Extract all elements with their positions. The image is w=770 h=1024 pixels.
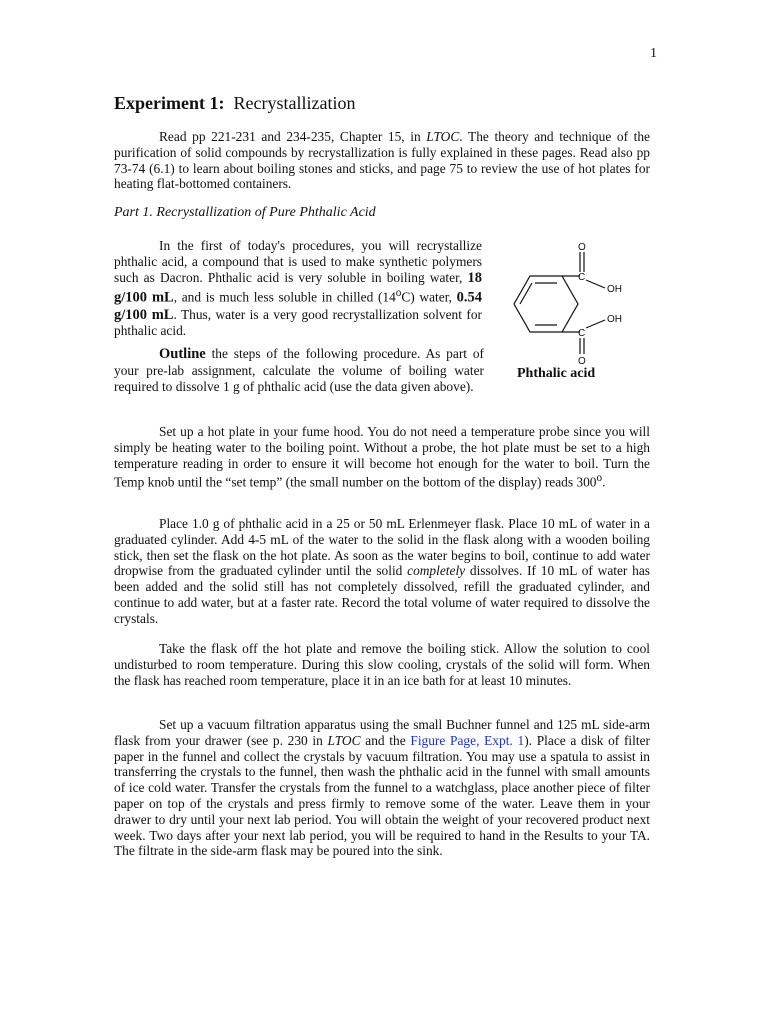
p1-text-1: In the first of today's procedures, you will recrystallize phthalic acid, a compound that is used to make synthetic polymers such as Dacron. Phthalic acid is very soluble in boiling water, bbox=[114, 238, 482, 285]
label-c-bottom: C bbox=[578, 328, 586, 339]
p4-text-1: Place 1.0 g of phthalic acid in a 25 or 50 mL Erlenmeyer flask. Place 10 mL of water in a graduated cylinder. Add 4-5 mL of the water to the solid in the flask along with a wooden boiling stick, then set the flask on the hot plate. As soon as the water begins to boil, continue to add water dropwise from the graduated cylinder until the solid bbox=[114, 516, 650, 579]
molecule-caption: Phthalic acid bbox=[517, 366, 596, 381]
intro-paragraph bbox=[114, 129, 650, 192]
part1-heading: Part 1. Recrystallization of Pure Phthalic Acid bbox=[114, 205, 376, 220]
solubility-paragraph bbox=[114, 238, 482, 339]
benzene-ring bbox=[514, 276, 578, 332]
inner-bond-left bbox=[520, 283, 532, 304]
p1-text-4: . Thus, water is a very good recrystallization solvent for phthalic acid. bbox=[114, 306, 482, 339]
p4-emphasis: completely bbox=[407, 563, 466, 579]
label-oh-bottom: OH bbox=[607, 314, 622, 325]
p2-text: the steps of the following procedure. As part of your pre-lab assignment, calculate the volume of boiling water required to dissolve 1 g of phthalic acid (use the data given above). bbox=[114, 346, 484, 394]
p1-text-3: C) water, bbox=[401, 289, 457, 305]
figure-page-link[interactable]: Figure Page, Expt. 1 bbox=[410, 732, 525, 748]
solubility-cold-value: 0.54 g/100 mL bbox=[114, 289, 482, 323]
cooling-paragraph: Take the flask off the hot plate and remove the boiling stick. Allow the solution to cool undisturbed to room temperature. During this slow cooling, crystals of the solid will form. When the flask has reached room temperature, place it in an ice bath for at least 10 minutes. bbox=[114, 641, 650, 688]
p6-text-3: ). Place a disk of filter paper in the funnel and collect the crystals by vacuum filtration. You may use a spatula to assist in transferring the crystals to the funnel, then wash the phthalic acid in the funnel with small amounts of ice cold water. Transfer the crystals from the funnel to a watchglass, place another piece of filter paper on top of the crystals and press firmly to remove some of the water. Leave them in your drawer to dry until your next lab period. You will obtain the weight of your recovered product next week. Two days after your next lab period, you will be required to hand in the Results to your TA. The filtrate in the side-arm flask may be poured into the sink. bbox=[114, 732, 650, 859]
outline-paragraph bbox=[114, 346, 484, 394]
bond-c-oh-bottom bbox=[586, 320, 605, 328]
label-c-top: C bbox=[578, 272, 586, 283]
intro-text-2: . The theory and technique of the purification of solid compounds by recrystallization is fully explained in these pages. Read also pp 73-74 (6.1) to learn about boiling stones and sticks, and page 75 to review the use of hot plates for heating flat-bottomed containers. bbox=[114, 129, 651, 192]
intro-text-1: Read pp 221-231 and 234-235, Chapter 15, in bbox=[159, 129, 427, 144]
p6-text-1: Set up a vacuum filtration apparatus using the small Buchner funnel and 125 mL side-arm flask from your drawer (see p. 230 in bbox=[114, 717, 650, 748]
hotplate-paragraph bbox=[114, 424, 650, 491]
label-o-bottom: O bbox=[578, 356, 586, 367]
solubility-hot-value: 18 g/100 mL bbox=[114, 269, 482, 306]
degree-mark-2: o bbox=[596, 472, 603, 485]
degree-mark: o bbox=[395, 287, 402, 300]
title-bold: Experiment 1: bbox=[114, 93, 225, 113]
page-title bbox=[114, 93, 355, 114]
intro-book-title: LTOC bbox=[426, 129, 460, 144]
label-o-top: O bbox=[578, 242, 586, 253]
page-number: 1 bbox=[650, 46, 657, 61]
filtration-paragraph bbox=[114, 717, 650, 859]
p3-text-1: Set up a hot plate in your fume hood. You do not need a temperature probe since you will simply be heating water to the boiling point. Without a probe, the hot plate must be set to a high temperature reading in order to ensure it will become hot enough for the water to boil. Turn the Temp knob until the “set temp” (the small number on the bottom of the display) reads 300 bbox=[114, 424, 650, 490]
outline-word: Outline bbox=[159, 346, 206, 362]
title-rest: Recrystallization bbox=[233, 93, 356, 113]
p4-text-2: dissolves. If 10 mL of water has been added and the solid still has not completely dissolved, refill the graduated cylinder, and continue to add water, but at a faster rate. Record the total volume of water required to dissolve the crystals. bbox=[114, 563, 650, 626]
p6-text-2: and the bbox=[360, 732, 411, 748]
dissolve-paragraph bbox=[114, 516, 650, 627]
label-oh-top: OH bbox=[607, 284, 622, 295]
p6-book-title: LTOC bbox=[327, 732, 361, 748]
p1-text-2: , and is much less soluble in chilled (14 bbox=[173, 289, 396, 305]
bond-c-oh-top bbox=[586, 280, 605, 288]
p3-text-2: . bbox=[602, 474, 606, 490]
